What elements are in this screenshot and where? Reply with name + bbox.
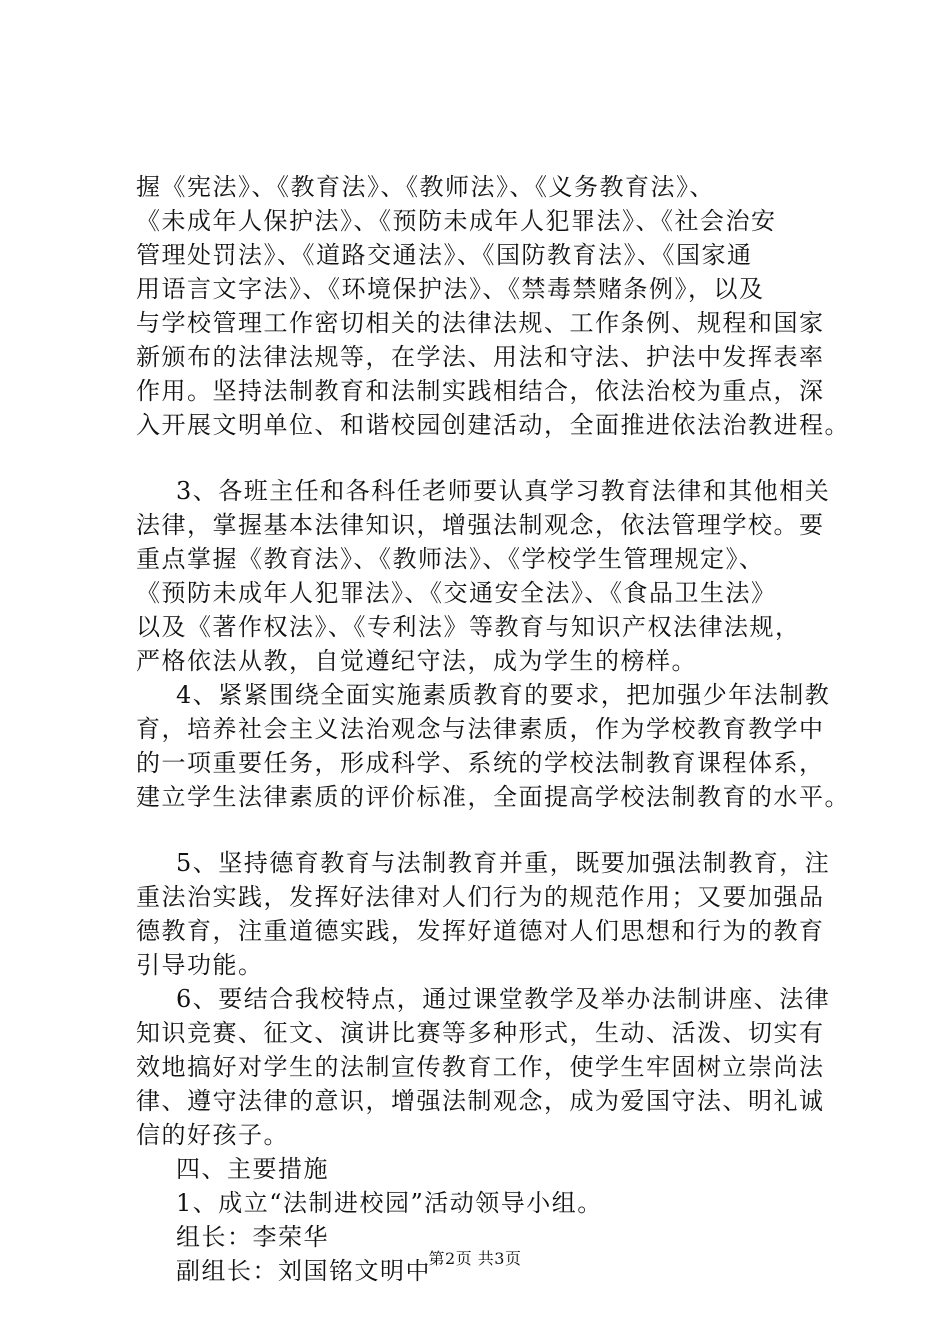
leader-line: 组长：李荣华 [176,1223,329,1251]
text-line: 引导功能。 [136,951,264,979]
paragraph-start: 3、各班主任和各科任老师要认真学习教育法律和其他相关 [176,477,831,505]
text-line: 重法治实践，发挥好法律对人们行为的规范作用；又要加强品 [136,883,825,911]
text-line: 与学校管理工作密切相关的法律法规、工作条例、规程和国家 [136,309,825,337]
document-body [136,170,856,1288]
text-line: 作用。坚持法制教育和法制实践相结合，依法治校为重点，深 [136,377,825,405]
text-line: 新颁布的法律法规等，在学法、用法和守法、护法中发挥表率 [136,343,825,371]
paragraph-gap [136,814,856,846]
text-line: 管理处罚法》、《道路交通法》、《国防教育法》、《国家通 [136,241,753,269]
text-line: 重点掌握《教育法》、《教师法》、《学校学生管理规定》、 [136,545,765,573]
section-heading: 四、主要措施 [176,1155,329,1183]
text-line: 建立学生法律素质的评价标准，全面提高学校法制教育的水平。 [136,783,850,811]
text-line: 《预防未成年人犯罪法》、《交通安全法》、《食品卫生法》 [136,579,777,607]
text-line: 用语言文字法》、《环境保护法》、《禁毒禁赌条例》，以及 [136,275,765,303]
text-line: 法律，掌握基本法律知识，增强法制观念，依法管理学校。要 [136,511,825,539]
text-line: 入开展文明单位、和谐校园创建活动，全面推进依法治教进程。 [136,411,850,439]
paragraph-start: 6、要结合我校特点，通过课堂教学及举办法制讲座、法律 [176,985,831,1013]
text-line: 《未成年人保护法》、《预防未成年人犯罪法》、《社会治安 [136,207,777,235]
text-line: 知识竞赛、征文、演讲比赛等多种形式，生动、活泼、切实有 [136,1019,825,1047]
text-line: 以及《著作权法》、《专利法》等教育与知识产权法律法规， [136,613,801,641]
paragraph-start: 5、坚持德育教育与法制教育并重，既要加强法制教育，注 [176,849,831,877]
text-line: 握《宪法》、《教育法》、《教师法》、《义务教育法》、 [136,173,715,201]
text-line: 育，培养社会主义法治观念与法律素质，作为学校教育教学中 [136,715,825,743]
text-line: 律、遵守法律的意识，增强法制观念，成为爱国守法、明礼诚 [136,1087,825,1115]
paragraph-start: 1、成立“法制进校园”活动领导小组。 [176,1189,603,1217]
text-line: 的一项重要任务，形成科学、系统的学校法制教育课程体系， [136,749,825,777]
paragraph-start: 4、紧紧围绕全面实施素质教育的要求，把加强少年法制教 [176,681,831,709]
deputy-leader-line: 副组长：刘国铭文明中 [176,1257,431,1285]
text-line: 效地搞好对学生的法制宣传教育工作，使学生牢固树立崇尚法 [136,1053,825,1081]
paragraph-gap [136,442,856,474]
text-line: 信的好孩子。 [136,1121,289,1149]
page-footer: 第2页 共3页 [428,1249,522,1268]
text-line: 德教育，注重道德实践，发挥好道德对人们思想和行为的教育 [136,917,825,945]
text-line: 严格依法从教，自觉遵纪守法，成为学生的榜样。 [136,647,697,675]
